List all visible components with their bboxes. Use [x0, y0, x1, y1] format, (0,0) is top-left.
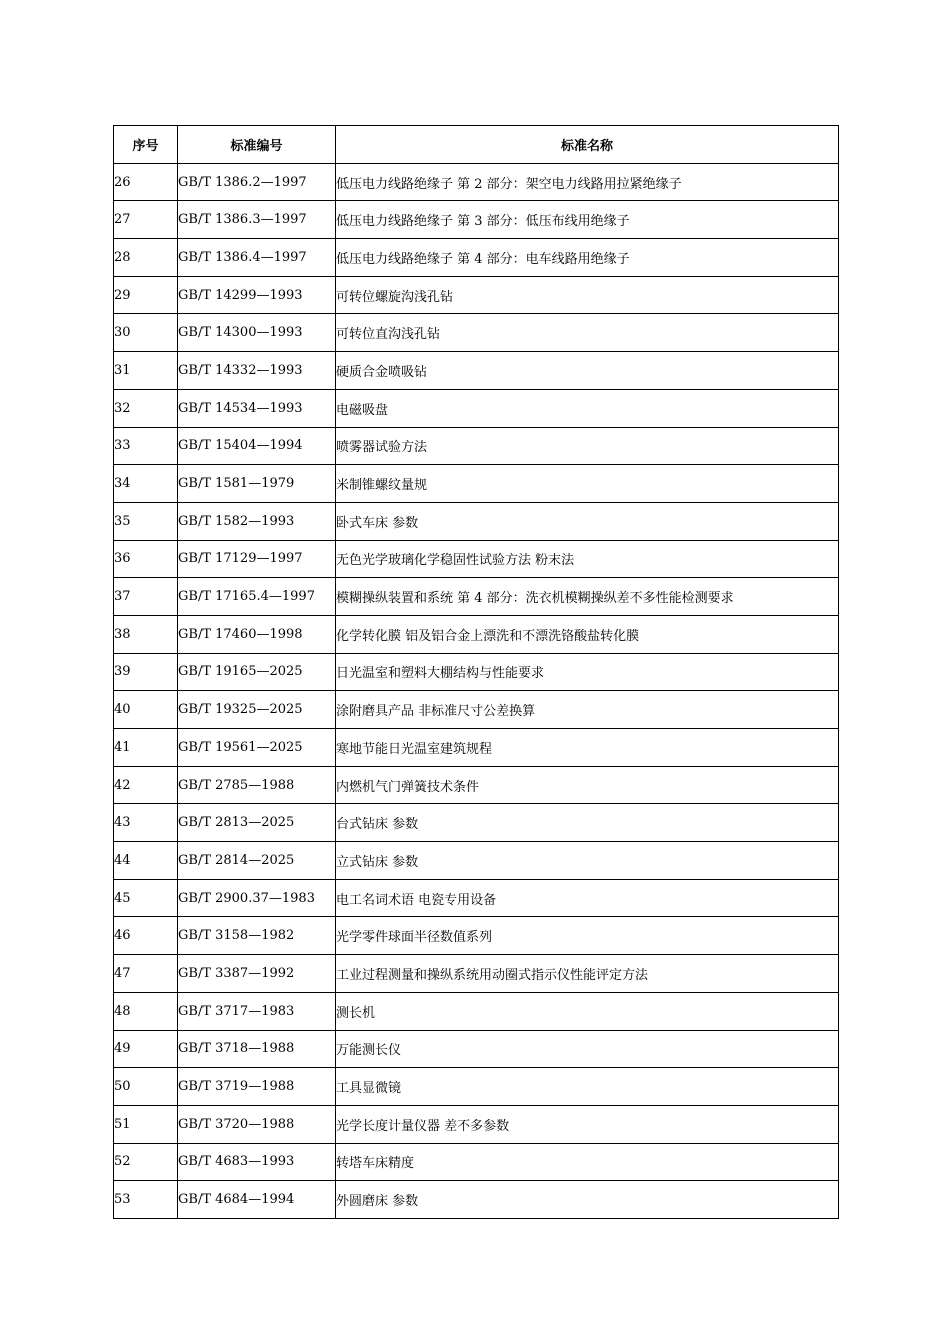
standard-code: GB/T 4683—1993 — [178, 1143, 336, 1181]
table-row — [114, 352, 839, 390]
row-index: 32 — [114, 389, 178, 427]
table-row — [114, 1030, 839, 1068]
table-row — [114, 879, 839, 917]
standard-code: GB/T 17460—1998 — [178, 615, 336, 653]
row-index: 45 — [114, 879, 178, 917]
row-index: 35 — [114, 502, 178, 540]
table-row — [114, 314, 839, 352]
table-row — [114, 389, 839, 427]
row-index: 38 — [114, 615, 178, 653]
row-index: 53 — [114, 1181, 178, 1219]
standard-name: 工具显微镜 — [336, 1068, 839, 1106]
standard-code: GB/T 14299—1993 — [178, 276, 336, 314]
table-row — [114, 1181, 839, 1219]
row-index: 50 — [114, 1068, 178, 1106]
standard-name: 模糊操纵装置和系统 第 4 部分：洗衣机模糊操纵差不多性能检测要求 — [336, 578, 839, 616]
standard-code: GB/T 2813—2025 — [178, 804, 336, 842]
table-row — [114, 729, 839, 767]
standard-name: 光学零件球面半径数值系列 — [336, 917, 839, 955]
standard-code: GB/T 3720—1988 — [178, 1105, 336, 1143]
row-index: 47 — [114, 955, 178, 993]
table-row — [114, 578, 839, 616]
row-index: 48 — [114, 992, 178, 1030]
standard-code: GB/T 14534—1993 — [178, 389, 336, 427]
standard-code: GB/T 14300—1993 — [178, 314, 336, 352]
standard-name: 测长机 — [336, 992, 839, 1030]
table-row — [114, 276, 839, 314]
table-row — [114, 1068, 839, 1106]
row-index: 36 — [114, 540, 178, 578]
standard-code: GB/T 4684—1994 — [178, 1181, 336, 1219]
standard-name: 工业过程测量和操纵系统用动圈式指示仪性能评定方法 — [336, 955, 839, 993]
standard-code: GB/T 15404—1994 — [178, 427, 336, 465]
row-index: 37 — [114, 578, 178, 616]
standard-code: GB/T 1581—1979 — [178, 465, 336, 503]
table-row — [114, 653, 839, 691]
standard-code: GB/T 1582—1993 — [178, 502, 336, 540]
row-index: 40 — [114, 691, 178, 729]
standard-code: GB/T 14332—1993 — [178, 352, 336, 390]
table-row — [114, 766, 839, 804]
standard-name: 可转位螺旋沟浅孔钻 — [336, 276, 839, 314]
row-index: 42 — [114, 766, 178, 804]
table-row — [114, 992, 839, 1030]
row-index: 29 — [114, 276, 178, 314]
row-index: 34 — [114, 465, 178, 503]
standard-name: 电工名词术语 电瓷专用设备 — [336, 879, 839, 917]
standard-name: 万能测长仪 — [336, 1030, 839, 1068]
table-row — [114, 842, 839, 880]
standard-name: 日光温室和塑料大棚结构与性能要求 — [336, 653, 839, 691]
standard-name: 转塔车床精度 — [336, 1143, 839, 1181]
standard-code: GB/T 3387—1992 — [178, 955, 336, 993]
row-index: 30 — [114, 314, 178, 352]
row-index: 43 — [114, 804, 178, 842]
row-index: 41 — [114, 729, 178, 767]
standard-name: 硬质合金喷吸钻 — [336, 352, 839, 390]
standard-name: 寒地节能日光温室建筑规程 — [336, 729, 839, 767]
standard-name: 电磁吸盘 — [336, 389, 839, 427]
table-row — [114, 1143, 839, 1181]
standard-name: 低压电力线路绝缘子 第 3 部分：低压布线用绝缘子 — [336, 201, 839, 239]
row-index: 39 — [114, 653, 178, 691]
row-index: 46 — [114, 917, 178, 955]
standard-code: GB/T 1386.2—1997 — [178, 163, 336, 201]
standard-code: GB/T 1386.4—1997 — [178, 239, 336, 277]
row-index: 49 — [114, 1030, 178, 1068]
row-index: 44 — [114, 842, 178, 880]
standard-code: GB/T 2785—1988 — [178, 766, 336, 804]
row-index: 52 — [114, 1143, 178, 1181]
table-row — [114, 615, 839, 653]
table-row — [114, 163, 839, 201]
table-row — [114, 465, 839, 503]
standard-code: GB/T 3719—1988 — [178, 1068, 336, 1106]
table-row — [114, 502, 839, 540]
table-row — [114, 955, 839, 993]
table-body — [114, 163, 839, 1218]
table-row — [114, 427, 839, 465]
row-index: 26 — [114, 163, 178, 201]
standard-name: 卧式车床 参数 — [336, 502, 839, 540]
standard-name: 涂附磨具产品 非标准尺寸公差换算 — [336, 691, 839, 729]
header-code: 标准编号 — [178, 126, 336, 164]
standard-name: 光学长度计量仪器 差不多参数 — [336, 1105, 839, 1143]
table-row — [114, 1105, 839, 1143]
table-row — [114, 691, 839, 729]
standard-code: GB/T 17165.4—1997 — [178, 578, 336, 616]
standard-name: 低压电力线路绝缘子 第 4 部分：电车线路用绝缘子 — [336, 239, 839, 277]
standard-code: GB/T 1386.3—1997 — [178, 201, 336, 239]
standard-code: GB/T 19561—2025 — [178, 729, 336, 767]
standard-name: 内燃机气门弹簧技术条件 — [336, 766, 839, 804]
standard-name: 米制锥螺纹量规 — [336, 465, 839, 503]
standard-name: 无色光学玻璃化学稳固性试验方法 粉末法 — [336, 540, 839, 578]
standard-name: 可转位直沟浅孔钻 — [336, 314, 839, 352]
standard-code: GB/T 17129—1997 — [178, 540, 336, 578]
table-row — [114, 239, 839, 277]
standard-name: 台式钻床 参数 — [336, 804, 839, 842]
standard-name: 喷雾器试验方法 — [336, 427, 839, 465]
row-index: 51 — [114, 1105, 178, 1143]
table-header-row — [114, 126, 839, 164]
standards-table — [113, 125, 839, 1219]
table-row — [114, 804, 839, 842]
standard-code: GB/T 2900.37—1983 — [178, 879, 336, 917]
row-index: 28 — [114, 239, 178, 277]
standard-code: GB/T 3158—1982 — [178, 917, 336, 955]
table-row — [114, 540, 839, 578]
row-index: 33 — [114, 427, 178, 465]
header-index: 序号 — [114, 126, 178, 164]
standard-code: GB/T 3717—1983 — [178, 992, 336, 1030]
standard-code: GB/T 3718—1988 — [178, 1030, 336, 1068]
header-name: 标准名称 — [336, 126, 839, 164]
row-index: 31 — [114, 352, 178, 390]
row-index: 27 — [114, 201, 178, 239]
standard-code: GB/T 2814—2025 — [178, 842, 336, 880]
standard-code: GB/T 19325—2025 — [178, 691, 336, 729]
table-row — [114, 917, 839, 955]
standard-name: 低压电力线路绝缘子 第 2 部分：架空电力线路用拉紧绝缘子 — [336, 163, 839, 201]
table-row — [114, 201, 839, 239]
standard-code: GB/T 19165—2025 — [178, 653, 336, 691]
standard-name: 立式钻床 参数 — [336, 842, 839, 880]
standard-name: 外圆磨床 参数 — [336, 1181, 839, 1219]
standard-name: 化学转化膜 铝及铝合金上漂洗和不漂洗铬酸盐转化膜 — [336, 615, 839, 653]
